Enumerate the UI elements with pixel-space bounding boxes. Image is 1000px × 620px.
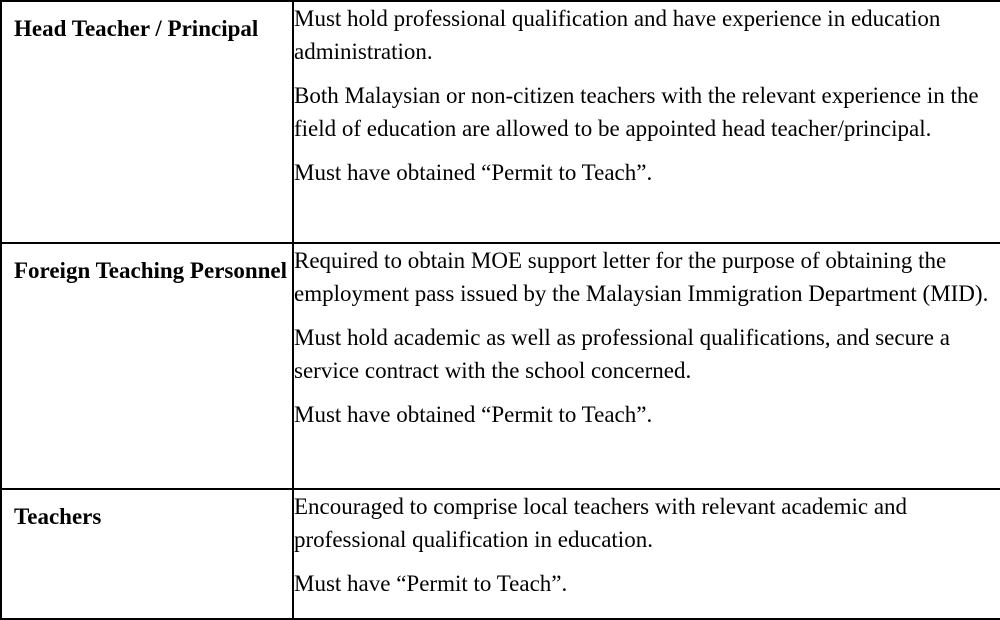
role-label: Teachers <box>14 504 102 529</box>
requirement-text: Must hold professional qualification and have experience in education administration. <box>294 6 941 64</box>
requirement-text: Both Malaysian or non-citizen teachers with the relevant experience in the field of education are allowed to be appointed head teacher/principal. <box>294 83 979 141</box>
requirement-text: Must have obtained “Permit to Teach”. <box>294 402 653 427</box>
table-row <box>1 489 1000 619</box>
requirement-text: Must hold academic as well as professional qualifications, and secure a service contract with the school concerned. <box>294 325 950 383</box>
requirements-cell <box>293 243 1000 489</box>
requirements-cell <box>293 489 1000 619</box>
requirements-cell <box>293 1 1000 243</box>
requirement-text: Must have obtained “Permit to Teach”. <box>294 160 653 185</box>
requirement-text: Encouraged to comprise local teachers with relevant academic and professional qualification in education. <box>294 494 908 552</box>
table-row <box>1 1 1000 243</box>
role-cell <box>1 243 293 489</box>
role-cell <box>1 1 293 243</box>
requirement-text: Required to obtain MOE support letter for the purpose of obtaining the employment pass issued by the Malaysian Immigration Department (MID). <box>294 248 989 306</box>
requirement-text: Must have “Permit to Teach”. <box>294 571 568 596</box>
role-cell <box>1 489 293 619</box>
role-label: Head Teacher / Principal <box>14 16 259 41</box>
table-row <box>1 243 1000 489</box>
role-label: Foreign Teaching Personnel <box>14 258 288 283</box>
